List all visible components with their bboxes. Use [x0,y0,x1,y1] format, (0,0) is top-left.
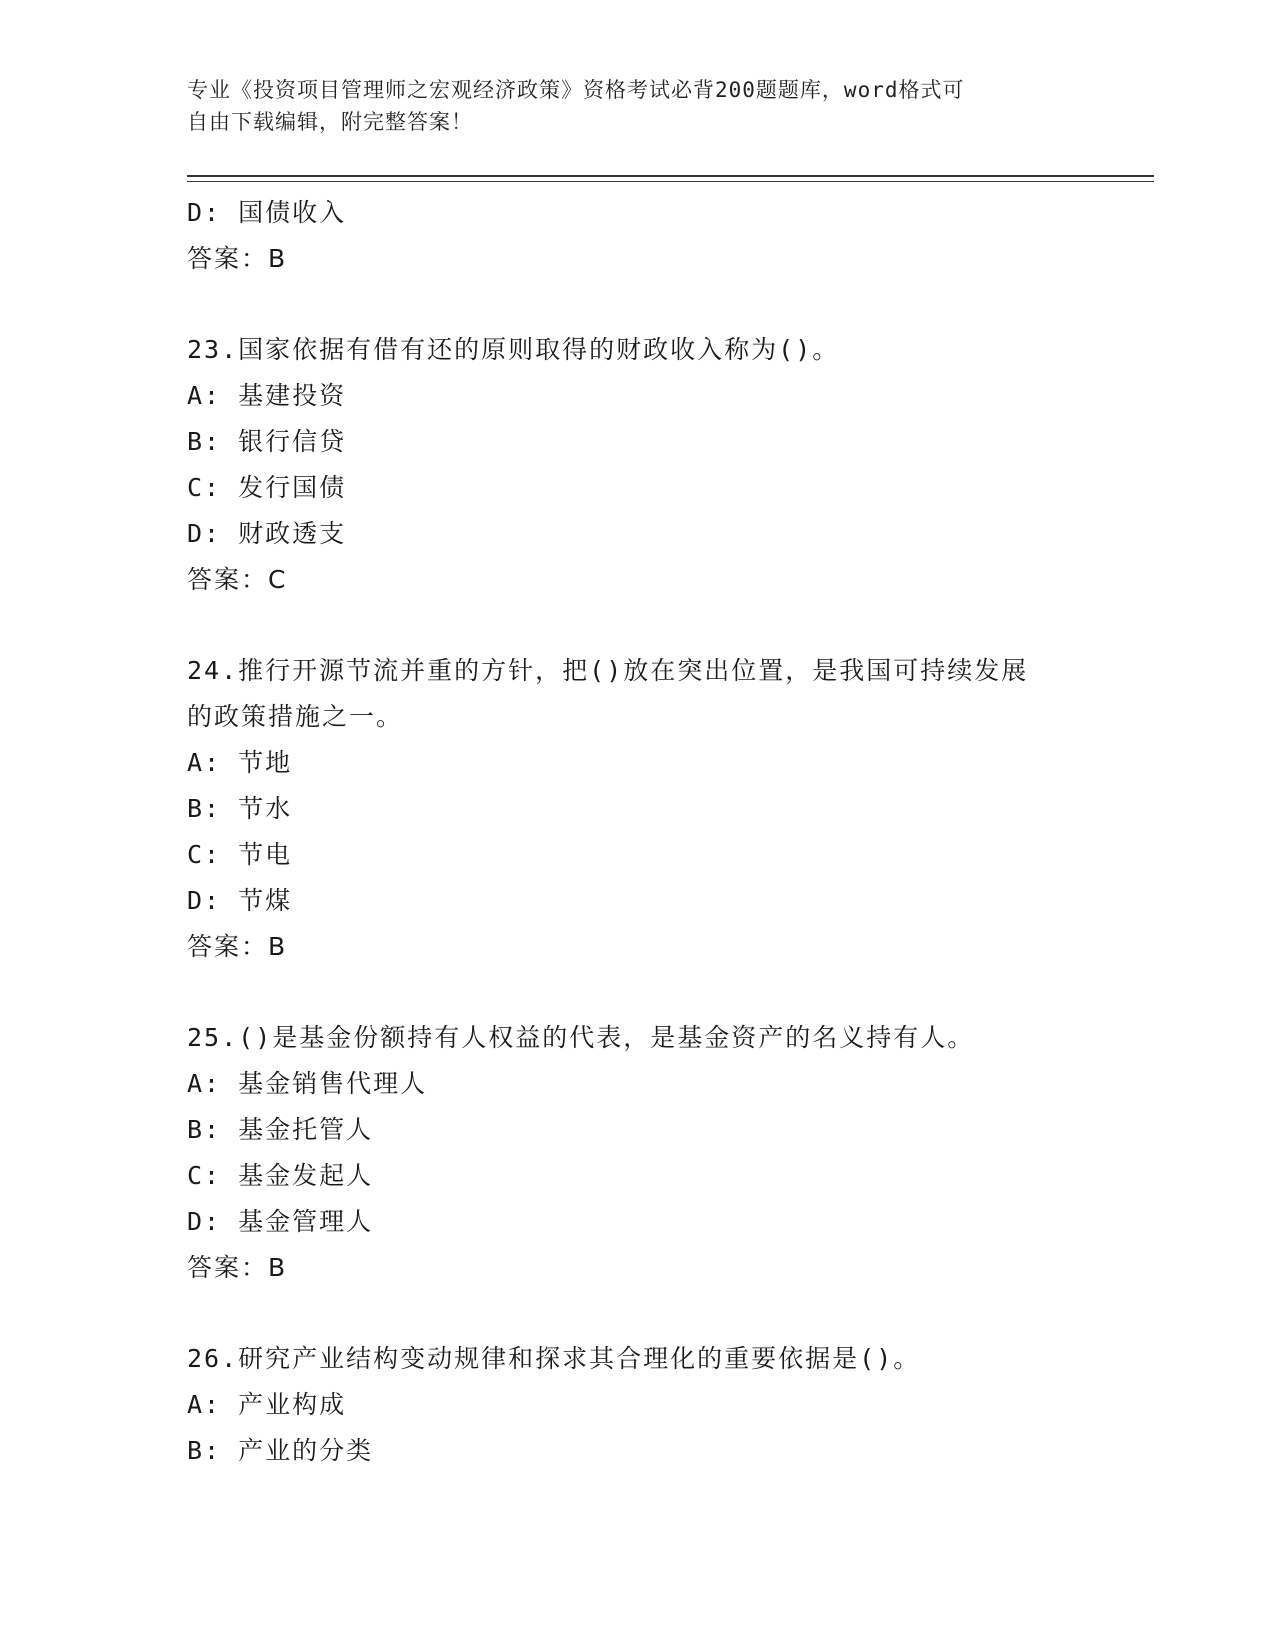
header-line-2: 自由下载编辑，附完整答案！ [187,110,473,134]
question-text-continued: 的政策措施之一。 [187,702,404,731]
question-text: 25.()是基金份额持有人权益的代表，是基金资产的名义持有人。 [187,1023,975,1052]
header-line-1: 专业《投资项目管理师之宏观经济政策》资格考试必背200题题库，word格式可 [187,78,965,102]
option-d: D: 节煤 [187,886,293,915]
question-block-22 [187,190,1087,282]
question-block-23 [187,327,1087,603]
option-b: B: 节水 [187,794,293,823]
option-b: B: 银行信贷 [187,427,347,456]
option-c: C: 发行国债 [187,473,347,502]
option-b: B: 产业的分类 [187,1436,374,1465]
question-text: 23.国家依据有借有还的原则取得的财政收入称为()。 [187,335,840,364]
header-divider-thick [187,175,1154,177]
question-text: 26.研究产业结构变动规律和探求其合理化的重要依据是()。 [187,1344,921,1373]
option-c: C: 节电 [187,840,293,869]
answer-line: 答案：B [187,1253,288,1282]
question-list [187,190,1087,1474]
option-d: D: 基金管理人 [187,1207,374,1236]
option-b: B: 基金托管人 [187,1115,374,1144]
option-d: D: 财政透支 [187,519,347,548]
answer-line: 答案：B [187,932,288,961]
option-c: C: 基金发起人 [187,1161,374,1190]
option-a: A: 基建投资 [187,381,347,410]
question-block-26 [187,1336,1087,1474]
option-a: A: 产业构成 [187,1390,347,1419]
answer-line: 答案：B [187,244,288,273]
option-a: A: 节地 [187,748,293,777]
option-d: D: 国债收入 [187,198,347,227]
question-block-24 [187,648,1087,970]
option-a: A: 基金销售代理人 [187,1069,428,1098]
question-block-25 [187,1015,1087,1291]
document-header [187,74,1087,138]
question-text: 24.推行开源节流并重的方针，把()放在突出位置，是我国可持续发展 [187,656,1029,685]
header-divider-thin [187,181,1154,182]
answer-line: 答案：C [187,565,288,594]
